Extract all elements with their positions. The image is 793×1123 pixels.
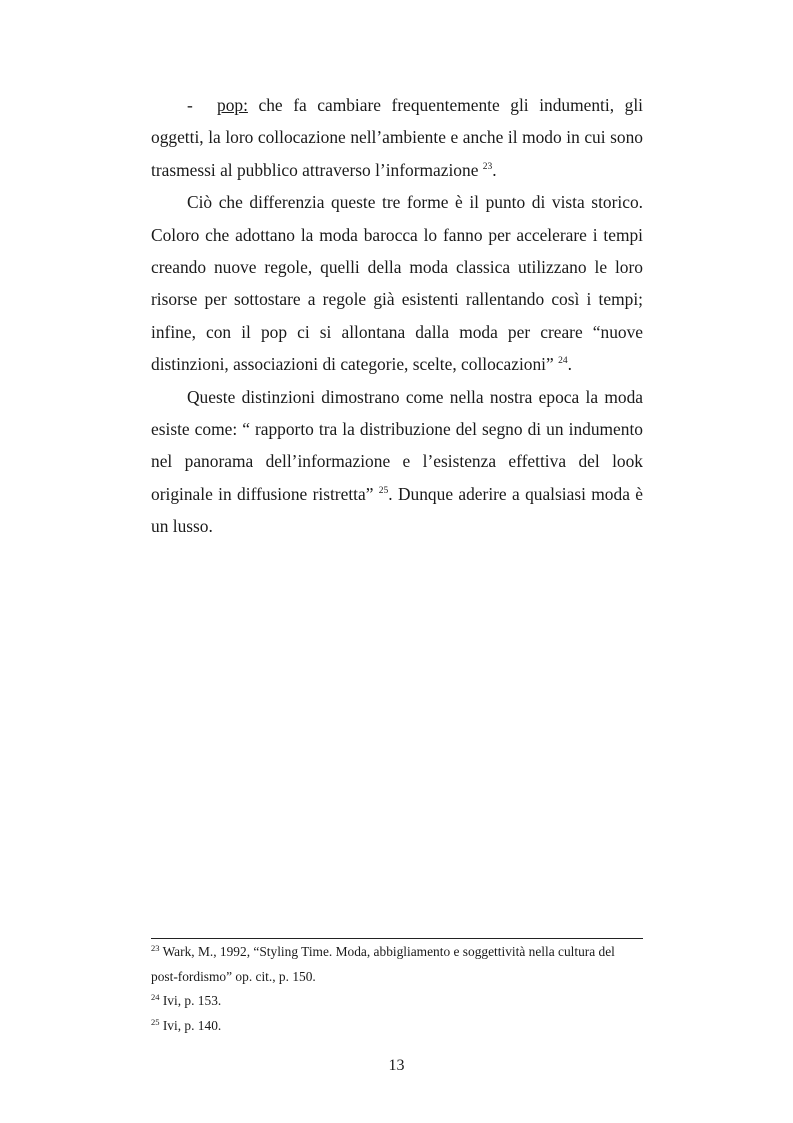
footnote-divider — [151, 938, 643, 939]
paragraph-pop-definition — [151, 89, 643, 186]
main-text — [151, 89, 643, 543]
footnote-ref[interactable]: 25 — [378, 485, 389, 496]
footnote-text: Ivi, p. 153. — [159, 993, 222, 1008]
footnote-25 — [151, 1014, 643, 1039]
footnote-number: 24 — [151, 992, 160, 1002]
footnotes — [151, 940, 643, 1038]
paragraph-text: Ciò che differenzia queste tre forme è il punto di vista storico. Coloro che adottano la moda barocca lo fanno per accelerare i tempi creando nuove regole, quelli della moda classica utilizzano le loro risorse per sottostare a regole già esistenti rallentando così i tempi; infine, con il pop ci si allontana dalla moda per creare “nuove distinzioni, associazioni di categorie, scelte, collocazioni” — [151, 192, 643, 375]
footnote-ref[interactable]: 24 — [558, 356, 568, 367]
footnote-23 — [151, 940, 643, 989]
page-number: 13 — [388, 1057, 405, 1074]
term-pop: pop: — [217, 95, 248, 115]
paragraph-distinctions — [151, 381, 643, 543]
footnote-24 — [151, 989, 643, 1014]
footnote-number: 23 — [151, 943, 160, 953]
footnote-ref[interactable]: 23 — [482, 161, 493, 172]
footnote-text: Wark, M., 1992, “Styling Time. Moda, abbigliamento e soggettività nella cultura del post-fordismo” op. cit., p. 150. — [151, 944, 615, 984]
footnote-text: Ivi, p. 140. — [159, 1017, 222, 1033]
paragraph-end: . Dunque aderire a qualsiasi moda è un lusso. — [151, 483, 643, 537]
paragraph-end: . — [492, 159, 497, 180]
paragraph-end: . — [567, 354, 572, 375]
paragraph-text: Queste distinzioni dimostrano come nella nostra epoca la moda esiste come: “ rapporto tra la distribuzione del segno di un indumento nel panorama dell’informazione e l’esistenza effettiva del look originale in diffusione ristretta” — [151, 386, 643, 504]
paragraph-differences — [151, 186, 643, 380]
footnote-number: 25 — [151, 1016, 160, 1027]
paragraph-text: che fa cambiare frequentemente gli indumenti, gli oggetti, la loro collocazione nell’ambiente e anche il modo in cui sono trasmessi al pubblico attraverso l’informazione — [151, 95, 643, 180]
list-bullet: - — [187, 95, 193, 115]
